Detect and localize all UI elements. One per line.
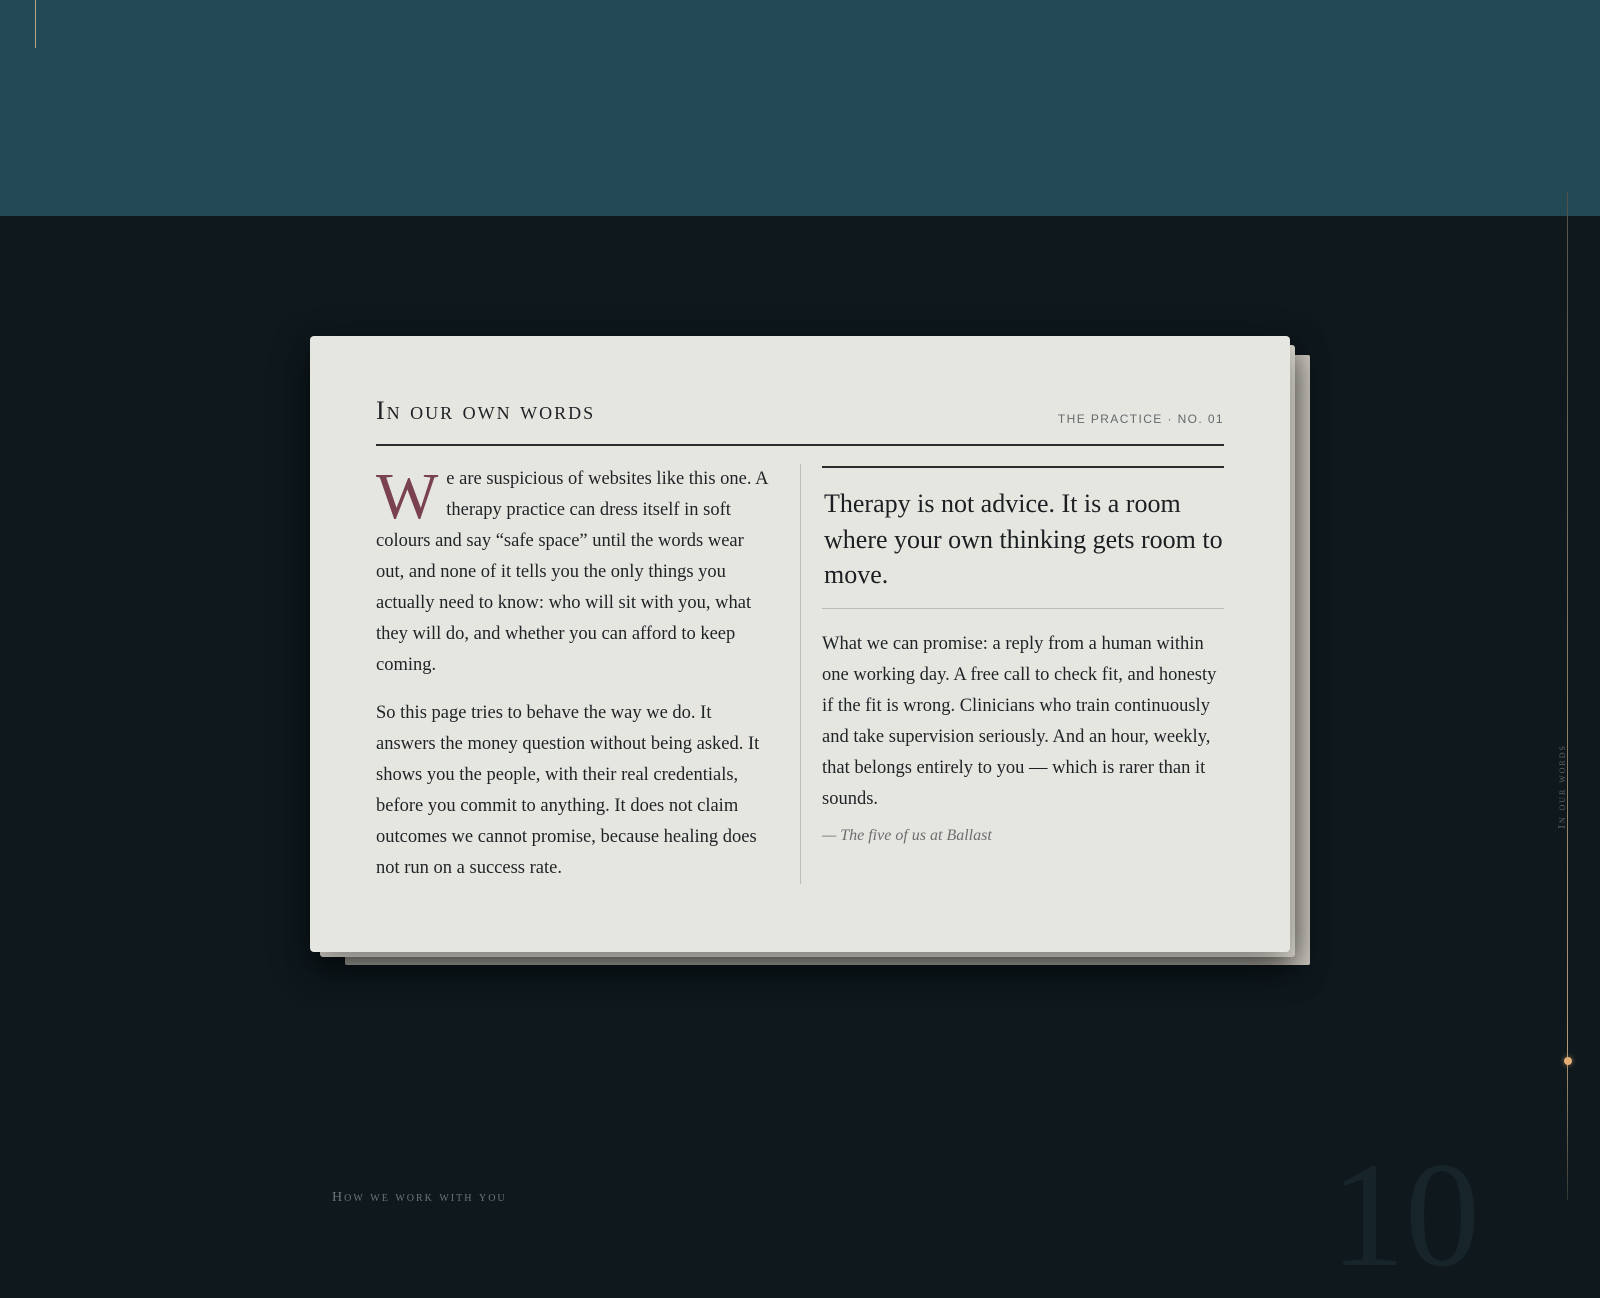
top-tick-line [35,0,36,48]
left-column [376,460,772,901]
section-number: 10 [1330,1132,1480,1298]
signature: — The five of us at Ballast [822,826,992,844]
intro-paragraph-text: e are suspicious of websites like this one. A therapy practice can dress itself in soft colours and say “safe space” until the words wear out, and none of it tells you the only things you actually need to know: who will sit with you, what they will do, and whether you can afford to keep coming. [376,469,768,675]
progress-rail [1567,192,1568,1200]
card-kicker: THE PRACTICE · NO. 01 [1057,412,1224,426]
column-divider [800,464,801,884]
progress-rail-label: In our words [1556,744,1568,829]
second-paragraph: So this page tries to behave the way we do. It answers the money question without being asked. It shows you the people, with their real credentials, before you commit to anything. It does not claim outcomes we cannot promise, because healing does not run on a success rate. [376,703,760,878]
quote-rule-bottom [822,608,1224,609]
drop-cap: W [376,460,439,533]
card-header [376,398,1224,446]
quote-rule-top [822,466,1224,468]
manifesto-card [310,336,1290,952]
progress-rail-marker[interactable] [1564,1057,1572,1065]
pull-quote: Therapy is not advice. It is a room where your own thinking gets room to move. [824,489,1223,589]
next-section-heading: How we work with you [332,1190,507,1205]
card-title: In our own words [376,396,596,425]
intro-paragraph [376,460,772,681]
top-band [0,0,1600,216]
promise-paragraph: What we can promise: a reply from a human within one working day. A free call to check fit, and honesty if the fit is wrong. Clinicians who train continuously and take supervision seriously. And an hour, weekly, that belongs entirely to you — which is rarer than it sounds. [822,633,1217,809]
right-column [822,466,1224,845]
